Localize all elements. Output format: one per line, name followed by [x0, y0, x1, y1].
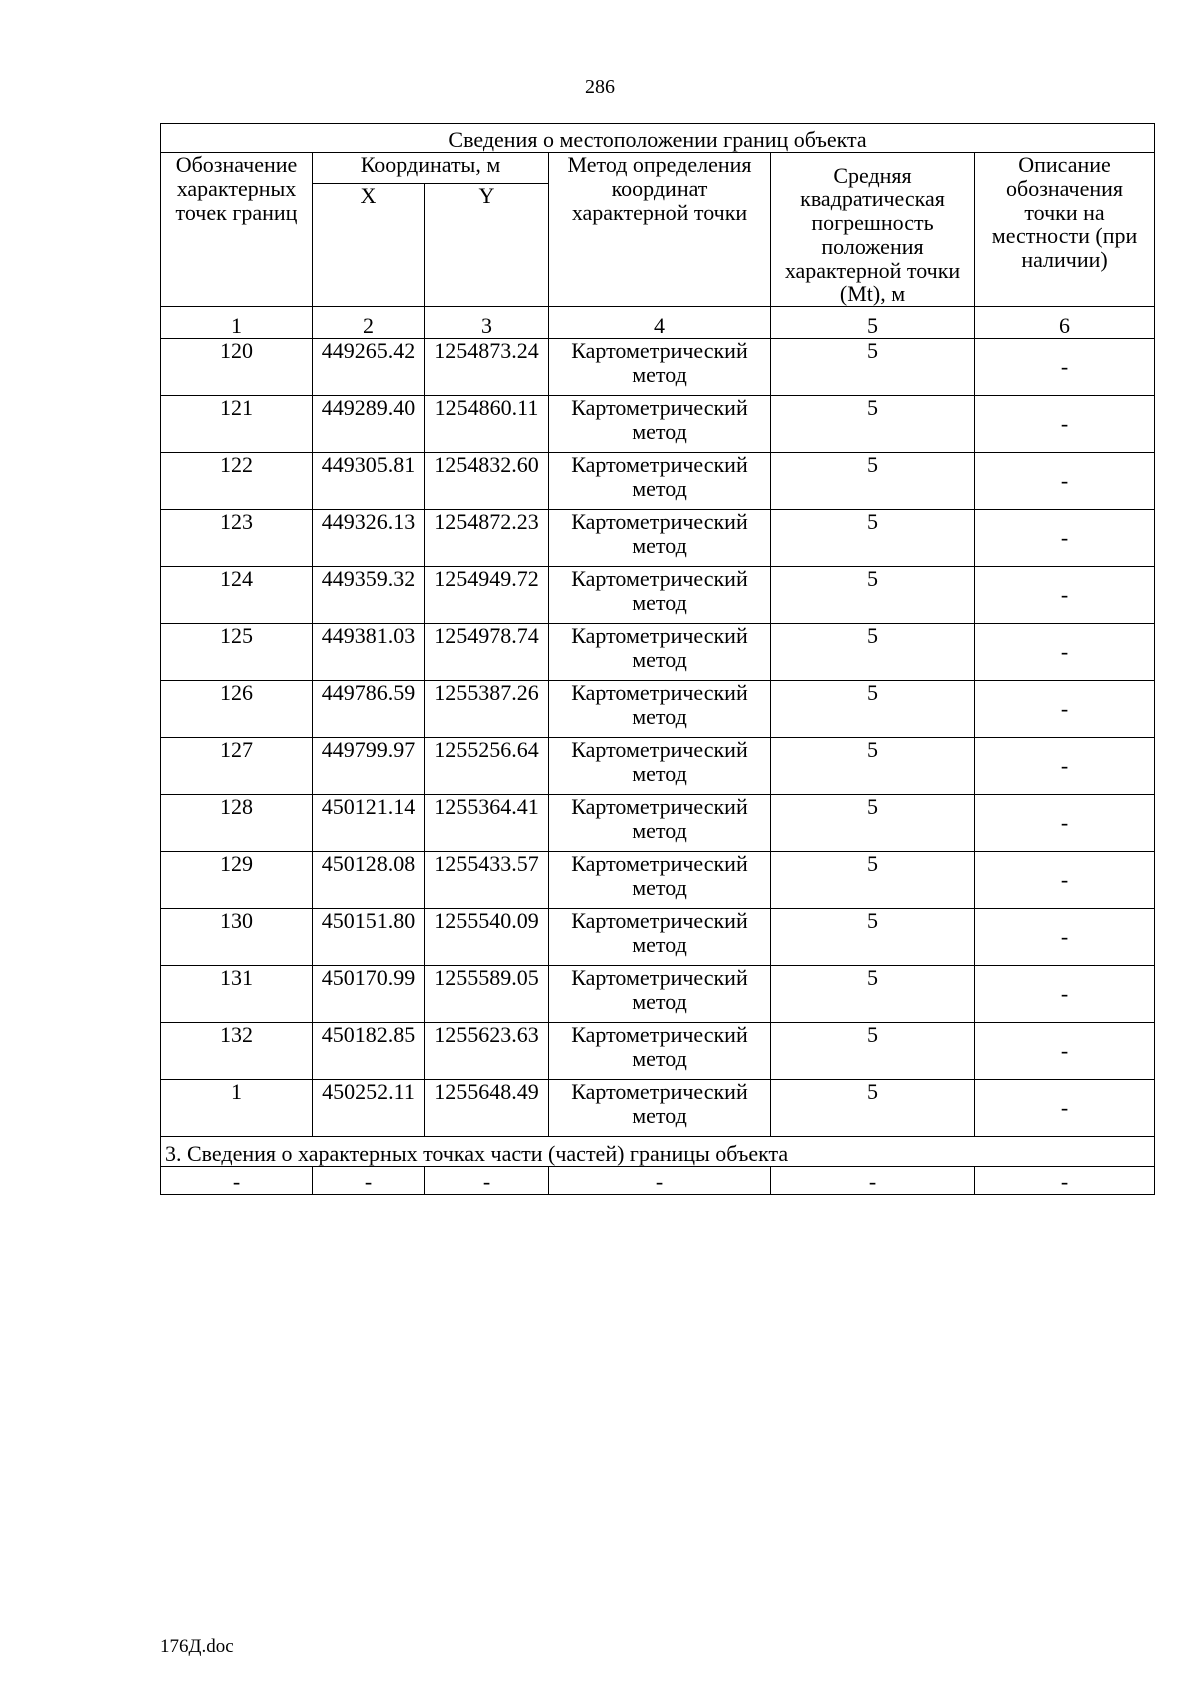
x-coordinate: 450170.99 [313, 966, 425, 1023]
description-value: - [975, 909, 1155, 966]
method-text: Картометрический [571, 965, 748, 990]
y-coordinate: 1255433.57 [425, 852, 549, 909]
method-cell [549, 909, 771, 966]
method-text-cont: метод [632, 703, 687, 729]
table-row [161, 339, 1155, 396]
x-coordinate: 449289.40 [313, 396, 425, 453]
error-value: 5 [771, 624, 975, 681]
error-value: 5 [771, 1080, 975, 1137]
header-x: X [313, 184, 425, 307]
error-value: 5 [771, 681, 975, 738]
y-coordinate: 1254832.60 [425, 453, 549, 510]
point-number: 127 [161, 738, 313, 795]
y-coordinate: 1255540.09 [425, 909, 549, 966]
description-value: - [975, 339, 1155, 396]
description-value: - [975, 396, 1155, 453]
table-row [161, 966, 1155, 1023]
point-number: 126 [161, 681, 313, 738]
x-coordinate: 449265.42 [313, 339, 425, 396]
method-cell [549, 510, 771, 567]
description-value: - [975, 453, 1155, 510]
column-number: 1 [161, 307, 313, 339]
y-coordinate: 1255589.05 [425, 966, 549, 1023]
method-text-cont: метод [632, 760, 687, 786]
point-number: 123 [161, 510, 313, 567]
method-text-cont: метод [632, 817, 687, 843]
point-number: 122 [161, 453, 313, 510]
method-cell [549, 339, 771, 396]
document-filename: 176Д.doc [160, 1636, 234, 1657]
method-cell [549, 681, 771, 738]
header-point-designation: Обозначение характерных точек границ [161, 153, 313, 307]
method-text-cont: метод [632, 1045, 687, 1071]
error-value: 5 [771, 510, 975, 567]
description-value: - [975, 966, 1155, 1023]
x-coordinate: 449381.03 [313, 624, 425, 681]
method-cell [549, 396, 771, 453]
method-cell [549, 567, 771, 624]
error-value: 5 [771, 738, 975, 795]
method-text: Картометрический [571, 680, 748, 705]
x-coordinate: 450252.11 [313, 1080, 425, 1137]
description-value: - [975, 738, 1155, 795]
error-value: 5 [771, 1023, 975, 1080]
description-value: - [975, 681, 1155, 738]
table-row [161, 1023, 1155, 1080]
point-number: 130 [161, 909, 313, 966]
x-coordinate: 449786.59 [313, 681, 425, 738]
table-row [161, 909, 1155, 966]
y-coordinate: 1254949.72 [425, 567, 549, 624]
column-number: 5 [771, 307, 975, 339]
method-text: Картометрический [571, 623, 748, 648]
x-coordinate: 449799.97 [313, 738, 425, 795]
description-value: - [975, 510, 1155, 567]
method-text-cont: метод [632, 475, 687, 501]
error-value: 5 [771, 795, 975, 852]
method-cell [549, 795, 771, 852]
header-method: Метод определения координат характерной точки [549, 153, 771, 307]
error-value: 5 [771, 909, 975, 966]
method-text: Картометрический [571, 851, 748, 876]
y-coordinate: 1254978.74 [425, 624, 549, 681]
description-value: - [975, 852, 1155, 909]
method-text-cont: метод [632, 589, 687, 615]
point-number: 131 [161, 966, 313, 1023]
table-row [161, 510, 1155, 567]
method-text: Картометрический [571, 509, 748, 534]
error-value: 5 [771, 339, 975, 396]
point-number: 128 [161, 795, 313, 852]
error-value: 5 [771, 852, 975, 909]
method-text-cont: метод [632, 988, 687, 1014]
empty-cell: - [975, 1167, 1155, 1195]
description-value: - [975, 1023, 1155, 1080]
method-cell [549, 453, 771, 510]
table-row [161, 567, 1155, 624]
method-text: Картометрический [571, 737, 748, 762]
boundary-coordinates-table [160, 123, 1155, 1195]
method-cell [549, 1080, 771, 1137]
method-text-cont: метод [632, 1102, 687, 1128]
empty-cell: - [161, 1167, 313, 1195]
method-text: Картометрический [571, 794, 748, 819]
header-description: Описание обозначения точки на местности (при наличии) [975, 153, 1155, 307]
method-cell [549, 624, 771, 681]
description-value: - [975, 1080, 1155, 1137]
method-cell [549, 1023, 771, 1080]
table-row [161, 852, 1155, 909]
y-coordinate: 1254872.23 [425, 510, 549, 567]
method-text: Картометрический [571, 452, 748, 477]
table-row [161, 795, 1155, 852]
x-coordinate: 450128.08 [313, 852, 425, 909]
y-coordinate: 1254860.11 [425, 396, 549, 453]
y-coordinate: 1255623.63 [425, 1023, 549, 1080]
method-text-cont: метод [632, 931, 687, 957]
header-coordinates: Координаты, м [313, 153, 549, 184]
method-text: Картометрический [571, 1079, 748, 1104]
method-text: Картометрический [571, 395, 748, 420]
table-row [161, 453, 1155, 510]
column-number-row [161, 307, 1155, 339]
description-value: - [975, 567, 1155, 624]
method-cell [549, 852, 771, 909]
header-error: Средняя квадратическая погрешность положения характерной точки (Mt), м [771, 153, 975, 307]
table-row [161, 396, 1155, 453]
column-number: 4 [549, 307, 771, 339]
x-coordinate: 450182.85 [313, 1023, 425, 1080]
description-value: - [975, 624, 1155, 681]
point-number: 132 [161, 1023, 313, 1080]
x-coordinate: 449305.81 [313, 453, 425, 510]
column-number: 6 [975, 307, 1155, 339]
table-row [161, 1080, 1155, 1137]
header-y: Y [425, 184, 549, 307]
table-row [161, 624, 1155, 681]
error-value: 5 [771, 966, 975, 1023]
table-row [161, 681, 1155, 738]
section-row [161, 1137, 1155, 1167]
method-text: Картометрический [571, 908, 748, 933]
section-title: 3. Сведения о характерных точках части (частей) границы объекта [161, 1137, 1155, 1167]
point-number: 120 [161, 339, 313, 396]
table-title: Сведения о местоположении границ объекта [161, 124, 1155, 153]
method-cell [549, 738, 771, 795]
y-coordinate: 1255256.64 [425, 738, 549, 795]
column-number: 2 [313, 307, 425, 339]
column-number: 3 [425, 307, 549, 339]
method-text: Картометрический [571, 566, 748, 591]
empty-cell: - [549, 1167, 771, 1195]
error-value: 5 [771, 567, 975, 624]
point-number: 121 [161, 396, 313, 453]
method-text: Картометрический [571, 338, 748, 363]
method-text: Картометрический [571, 1022, 748, 1047]
point-number: 124 [161, 567, 313, 624]
y-coordinate: 1255364.41 [425, 795, 549, 852]
point-number: 125 [161, 624, 313, 681]
empty-cell: - [313, 1167, 425, 1195]
point-number: 1 [161, 1080, 313, 1137]
description-value: - [975, 795, 1155, 852]
y-coordinate: 1255648.49 [425, 1080, 549, 1137]
error-value: 5 [771, 453, 975, 510]
section-empty-row [161, 1167, 1155, 1195]
x-coordinate: 450121.14 [313, 795, 425, 852]
method-text-cont: метод [632, 361, 687, 387]
page-number: 286 [585, 76, 615, 98]
x-coordinate: 450151.80 [313, 909, 425, 966]
empty-cell: - [771, 1167, 975, 1195]
error-value: 5 [771, 396, 975, 453]
y-coordinate: 1254873.24 [425, 339, 549, 396]
x-coordinate: 449326.13 [313, 510, 425, 567]
x-coordinate: 449359.32 [313, 567, 425, 624]
method-text-cont: метод [632, 874, 687, 900]
method-cell [549, 966, 771, 1023]
y-coordinate: 1255387.26 [425, 681, 549, 738]
empty-cell: - [425, 1167, 549, 1195]
method-text-cont: метод [632, 532, 687, 558]
point-number: 129 [161, 852, 313, 909]
method-text-cont: метод [632, 646, 687, 672]
method-text-cont: метод [632, 418, 687, 444]
table-row [161, 738, 1155, 795]
